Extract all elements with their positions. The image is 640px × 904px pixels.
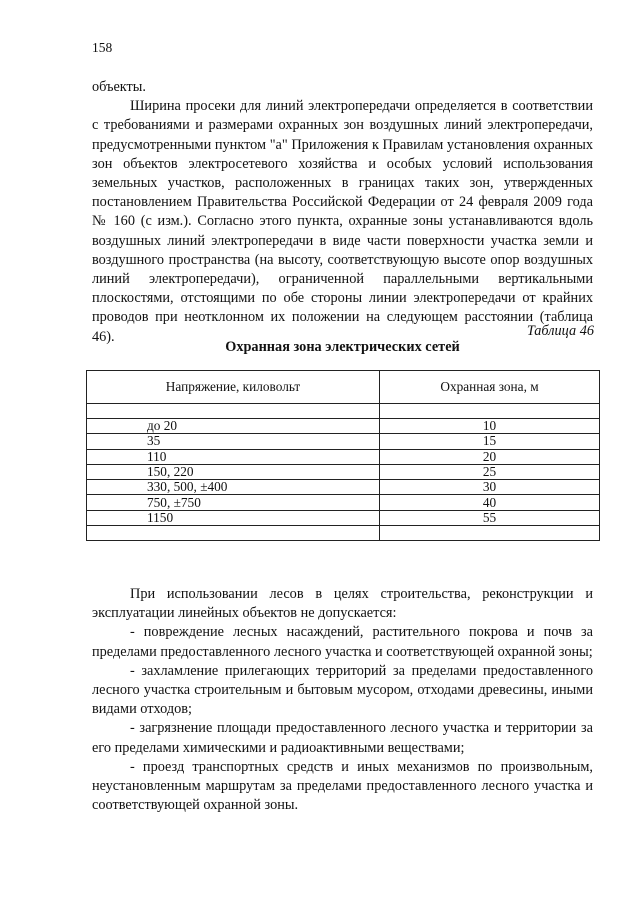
intro-paragraph-continuation: объекты. [92, 79, 146, 95]
usage-item-pollution: - загрязнение площади предоставленного лесного участка и территории за его пределами химическими и радиоактивными веществами; [92, 720, 593, 756]
zone-cell: 15 [380, 434, 600, 449]
table-row [87, 464, 600, 479]
table-cell [380, 526, 600, 541]
voltage-cell: 110 [87, 449, 380, 464]
table-header-row [87, 371, 600, 404]
voltage-cell: 35 [87, 434, 380, 449]
voltage-cell: 330, 500, ±400 [87, 480, 380, 495]
zone-cell: 30 [380, 480, 600, 495]
intro-paragraph-clearing-width: Ширина просеки для линий электропередачи определяется в соответствии с требованиями и размерами охранных зон воздушных линий электропередачи, предусмотренными пунктом "а" Приложения к Правилам установления охранных зон объектов электросетевого хозяйства и особых условий использования земельных участков, расположенных в границах таких зон, утвержденных постановлением Правительства Российской Федерации от 24 февраля 2009 года № 160 (с изм.). Согласно этого пункта, охранные зоны устанавливаются вдоль воздушных линий электропередачи в виде части поверхности участка земли и воздушного пространства (на высоту, соответствующую высоте опор воздушных линий электропередачи), ограниченной параллельными вертикальными плоскостями, отстоящими по обе стороны линии электропередачи от крайних проводов при неотклонном их положении на следующем расстоянии (таблица 46). [92, 98, 593, 345]
zone-cell: 25 [380, 464, 600, 479]
table-row [87, 495, 600, 510]
voltage-cell: до 20 [87, 419, 380, 434]
zone-cell: 40 [380, 495, 600, 510]
usage-item-damage: - повреждение лесных насаждений, растительного покрова и почв за пределами предоставленного лесного участка и соответствующей охранной зоны; [92, 624, 593, 660]
usage-item-littering: - захламление прилегающих территорий за пределами предоставленного лесного участка строительным и бытовым мусором, отходами древесины, иными видами отходов; [92, 662, 593, 718]
page-number: 158 [92, 40, 113, 55]
voltage-cell: 150, 220 [87, 464, 380, 479]
zone-cell: 55 [380, 510, 600, 525]
voltage-cell: 750, ±750 [87, 495, 380, 510]
voltage-cell: 1150 [87, 510, 380, 525]
zone-cell: 20 [380, 449, 600, 464]
table-row [87, 480, 600, 495]
header-zone: Охранная зона, м [380, 371, 600, 404]
intro-text [92, 78, 593, 347]
table-row [87, 419, 600, 434]
usage-item-vehicle-passage: - проезд транспортных средств и иных механизмов по произвольным, неустановленным маршрутам за пределами предоставленного лесного участка и соответствующей охранной зоны. [92, 758, 593, 814]
table-row [87, 449, 600, 464]
header-voltage: Напряжение, киловольт [87, 371, 380, 404]
protection-zone-table [86, 370, 600, 541]
table-caption: Таблица 46 [526, 323, 594, 339]
table-spacer-row [87, 526, 600, 541]
table-row [87, 434, 600, 449]
table-cell [380, 404, 600, 419]
usage-paragraph-intro: При использовании лесов в целях строительства, реконструкции и эксплуатации линейных объектов не допускается: [92, 586, 593, 622]
zone-cell: 10 [380, 419, 600, 434]
usage-restrictions-text [92, 585, 593, 815]
table-spacer-row [87, 404, 600, 419]
table-cell [87, 404, 380, 419]
table-row [87, 510, 600, 525]
table-cell [87, 526, 380, 541]
table-title: Охранная зона электрических сетей [225, 339, 460, 355]
